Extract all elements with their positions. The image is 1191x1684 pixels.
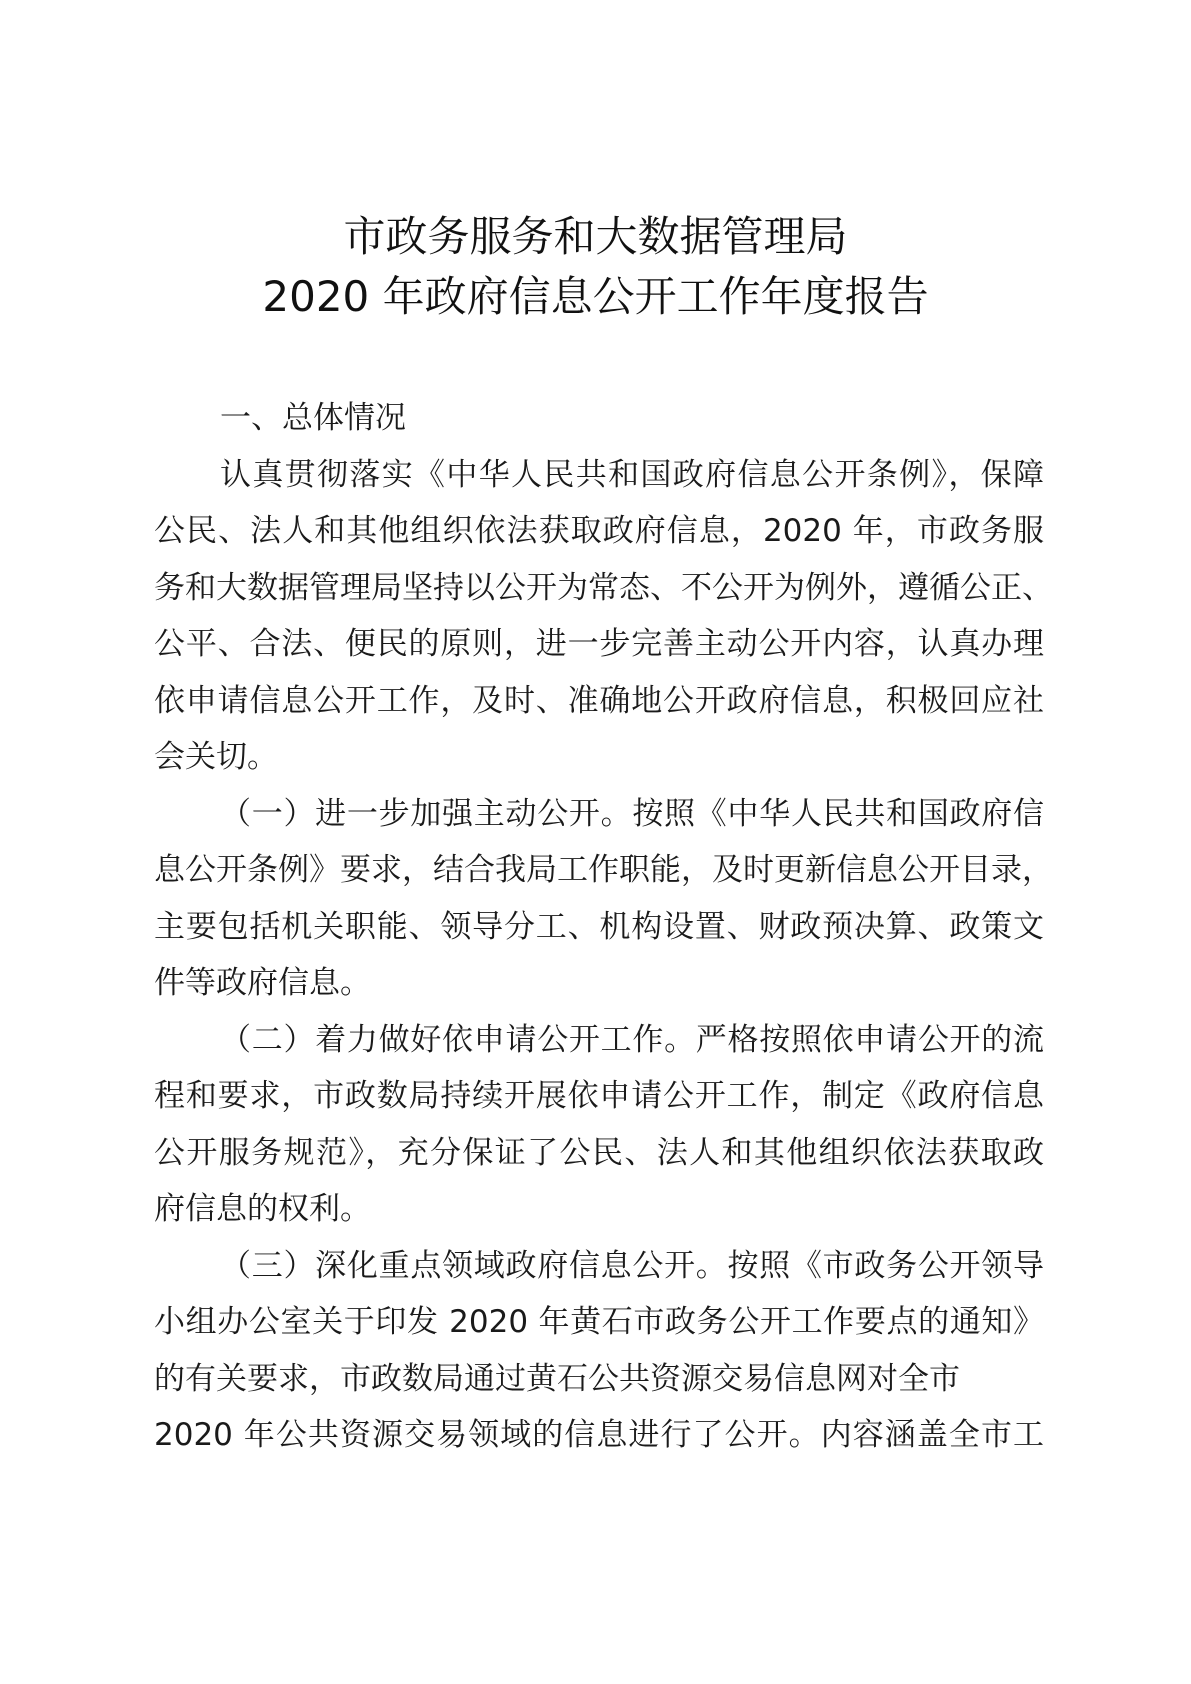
paragraph-1-line-6: 会关切。 [154,739,278,775]
paragraph-3-line-4: 府信息的权利。 [154,1191,371,1227]
document-title-line-1: 市政务服务和大数据管理局 [343,212,848,261]
section-heading: 一、总体情况 [220,400,406,436]
paragraph-4-line-1: （三）深化重点领域政府信息公开。按照《市政务公开领导 [220,1247,1044,1284]
paragraph-1-line-2: 公民、法人和其他组织依法获取政府信息，2020 年，市政务服 [154,513,1044,549]
paragraph-4-line-3: 的有关要求，市政数局通过黄石公共资源交易信息网对全市 [154,1360,960,1397]
paragraph-2-line-2: 息公开条例》要求，结合我局工作职能，及时更新信息公开目录， [154,852,1053,888]
paragraph-1-line-3: 务和大数据管理局坚持以公开为常态、不公开为例外，遵循公正、 [154,569,1053,606]
paragraph-4-line-4: 2020 年公共资源交易领域的信息进行了公开。内容涵盖全市工 [154,1417,1044,1453]
paragraph-1-line-4: 公平、合法、便民的原则，进一步完善主动公开内容，认真办理 [154,626,1044,662]
document-body [154,390,1053,1464]
paragraph-4-line-2: 小组办公室关于印发 2020 年黄石市政务公开工作要点的通知》 [154,1304,1044,1340]
paragraph-1-line-1: 认真贯彻落实《中华人民共和国政府信息公开条例》，保障 [220,456,1044,493]
paragraph-2-line-1: （一）进一步加强主动公开。按照《中华人民共和国政府信 [220,795,1044,832]
paragraph-2-line-3: 主要包括机关职能、领导分工、机构设置、财政预决算、政策文 [154,908,1044,945]
document-title-line-2: 2020 年政府信息公开工作年度报告 [262,272,929,321]
paragraph-3-line-2: 程和要求，市政数局持续开展依申请公开工作，制定《政府信息 [154,1078,1044,1114]
paragraph-1-line-5: 依申请信息公开工作，及时、准确地公开政府信息，积极回应社 [154,682,1044,719]
paragraph-3-line-3: 公开服务规范》，充分保证了公民、法人和其他组织依法获取政 [154,1134,1044,1171]
paragraph-2-line-4: 件等政府信息。 [154,965,371,1001]
paragraph-3-line-1: （二）着力做好依申请公开工作。严格按照依申请公开的流 [220,1021,1044,1058]
